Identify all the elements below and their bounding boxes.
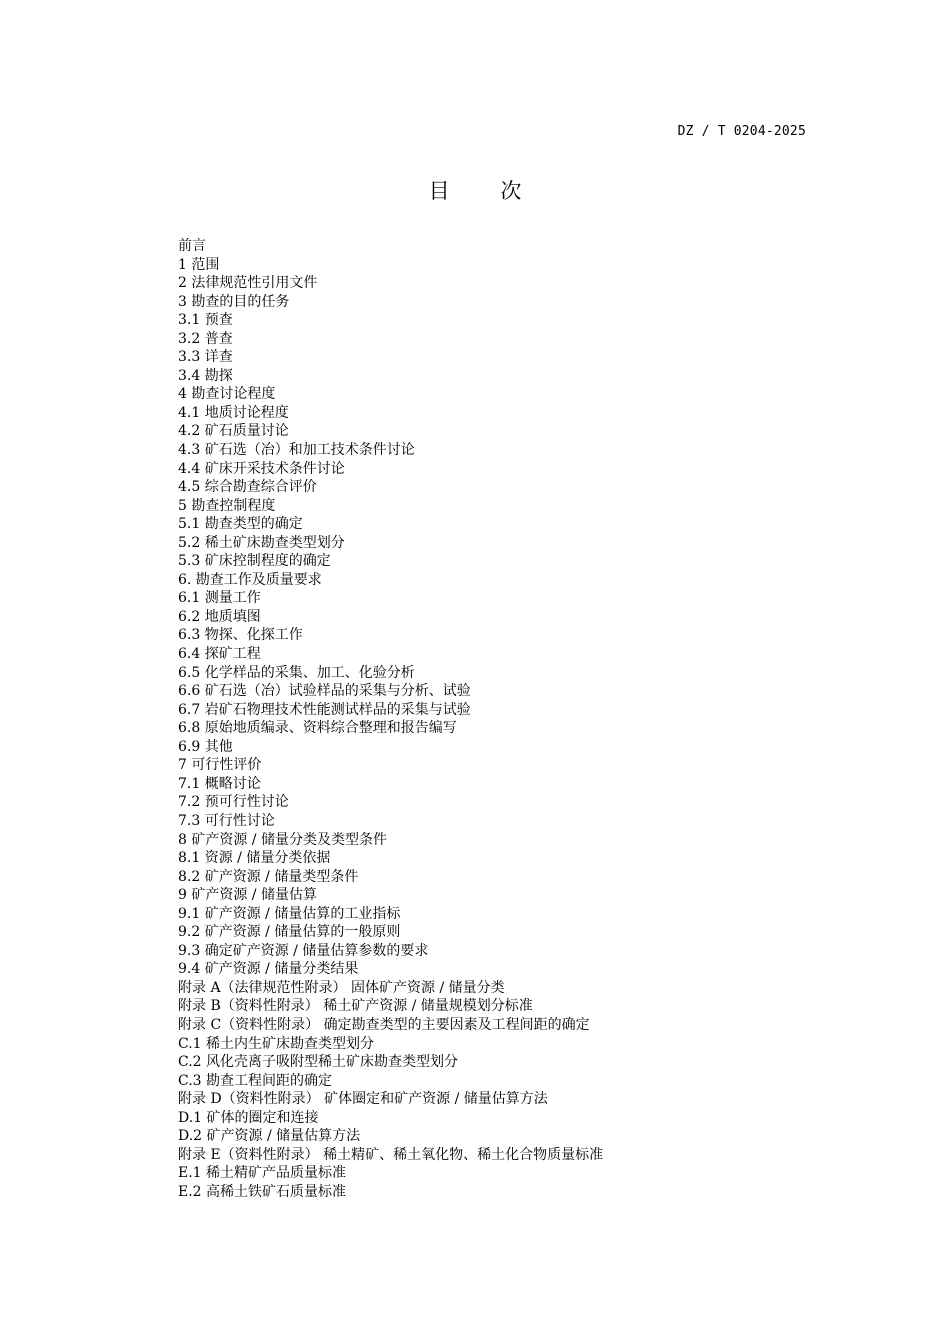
toc-entry[interactable]: 9.1 矿产资源 / 储量估算的工业指标 xyxy=(178,905,401,922)
toc-entry[interactable]: 7.1 概略讨论 xyxy=(178,775,261,792)
toc-entry[interactable]: 6.9 其他 xyxy=(178,738,233,755)
toc-entry[interactable]: C.1 稀土内生矿床勘查类型划分 xyxy=(178,1035,375,1052)
toc-entry[interactable]: 9.4 矿产资源 / 储量分类结果 xyxy=(178,961,359,978)
toc-entry[interactable]: 5.1 勘查类型的确定 xyxy=(178,516,303,533)
toc-entry[interactable]: 4.5 综合勘查综合评价 xyxy=(178,479,317,496)
toc-entry[interactable]: 4.1 地质讨论程度 xyxy=(178,404,289,421)
toc-entry[interactable]: 5 勘查控制程度 xyxy=(178,497,276,514)
toc-entry[interactable]: 5.2 稀土矿床勘查类型划分 xyxy=(178,534,345,551)
toc-entry[interactable]: 5.3 矿床控制程度的确定 xyxy=(178,553,331,570)
toc-entry[interactable]: 3.2 普查 xyxy=(178,330,233,347)
toc-entry[interactable]: 1 范围 xyxy=(178,256,220,273)
toc-entry[interactable]: 附录 B（资料性附录） 稀土矿产资源 / 储量规模划分标准 xyxy=(178,998,533,1015)
toc-entry[interactable]: 4.3 矿石选（冶）和加工技术条件讨论 xyxy=(178,442,415,459)
toc-entry[interactable]: 3.3 详查 xyxy=(178,349,233,366)
toc-entry[interactable]: E.2 高稀土铁矿石质量标准 xyxy=(178,1183,347,1200)
toc-entry[interactable]: 8 矿产资源 / 储量分类及类型条件 xyxy=(178,831,387,848)
toc-entry[interactable]: 6.7 岩矿石物理技术性能测试样品的采集与试验 xyxy=(178,701,471,718)
toc-entry[interactable]: 6.3 物探、化探工作 xyxy=(178,627,303,644)
toc-entry[interactable]: 3.1 预查 xyxy=(178,312,233,329)
toc-entry[interactable]: 4.2 矿石质量讨论 xyxy=(178,423,289,440)
toc-entry[interactable]: 6.1 测量工作 xyxy=(178,590,261,607)
toc-entry[interactable]: 3.4 勘探 xyxy=(178,367,233,384)
toc-entry[interactable]: 6.4 探矿工程 xyxy=(178,646,261,663)
toc-entry[interactable]: 8.2 矿产资源 / 储量类型条件 xyxy=(178,868,359,885)
toc-entry[interactable]: 3 勘查的目的任务 xyxy=(178,293,290,310)
toc-entry[interactable]: 附录 C（资料性附录） 确定勘查类型的主要因素及工程间距的确定 xyxy=(178,1016,590,1033)
toc-entry[interactable]: C.3 勘查工程间距的确定 xyxy=(178,1072,333,1089)
toc-entry[interactable]: 前言 xyxy=(178,238,206,254)
toc-entry[interactable]: C.2 风化壳离子吸附型稀土矿床勘查类型划分 xyxy=(178,1054,459,1071)
toc-entry[interactable]: 6.5 化学样品的采集、加工、化验分析 xyxy=(178,664,415,681)
toc-entry[interactable]: 2 法律规范性引用文件 xyxy=(178,275,318,292)
toc-entry[interactable]: D.2 矿产资源 / 储量估算方法 xyxy=(178,1128,361,1145)
toc-entry[interactable]: 附录 E（资料性附录） 稀土精矿、稀土氧化物、稀土化合物质量标准 xyxy=(178,1146,604,1163)
toc-entry[interactable]: 6.6 矿石选（冶）试验样品的采集与分析、试验 xyxy=(178,683,471,700)
toc-entry[interactable]: 6. 勘查工作及质量要求 xyxy=(178,571,322,588)
document-code: DZ / T 0204-2025 xyxy=(677,124,806,139)
toc-entry[interactable]: 4.4 矿床开采技术条件讨论 xyxy=(178,460,345,477)
toc-entry[interactable]: 8.1 资源 / 储量分类依据 xyxy=(178,850,331,867)
toc-entry[interactable]: 7.3 可行性讨论 xyxy=(178,812,275,829)
toc-entry[interactable]: D.1 矿体的圈定和连接 xyxy=(178,1109,319,1126)
toc-title: 目 次 xyxy=(428,179,544,203)
toc-entry[interactable]: 附录 A（法律规范性附录） 固体矿产资源 / 储量分类 xyxy=(178,979,505,996)
table-of-contents xyxy=(178,237,603,1201)
toc-entry[interactable]: 9 矿产资源 / 储量估算 xyxy=(178,887,317,904)
toc-entry[interactable]: 4 勘查讨论程度 xyxy=(178,386,276,403)
toc-entry[interactable]: 9.2 矿产资源 / 储量估算的一般原则 xyxy=(178,924,401,941)
toc-entry[interactable]: 9.3 确定矿产资源 / 储量估算参数的要求 xyxy=(178,942,429,959)
toc-entry[interactable]: 6.2 地质填图 xyxy=(178,608,261,625)
toc-entry[interactable]: 7.2 预可行性讨论 xyxy=(178,794,289,811)
toc-entry[interactable]: 6.8 原始地质编录、资料综合整理和报告编写 xyxy=(178,720,457,737)
toc-entry[interactable]: E.1 稀土精矿产品质量标准 xyxy=(178,1165,347,1182)
toc-entry[interactable]: 7 可行性评价 xyxy=(178,757,262,774)
toc-entry[interactable]: 附录 D（资料性附录） 矿体圈定和矿产资源 / 储量估算方法 xyxy=(178,1091,548,1108)
